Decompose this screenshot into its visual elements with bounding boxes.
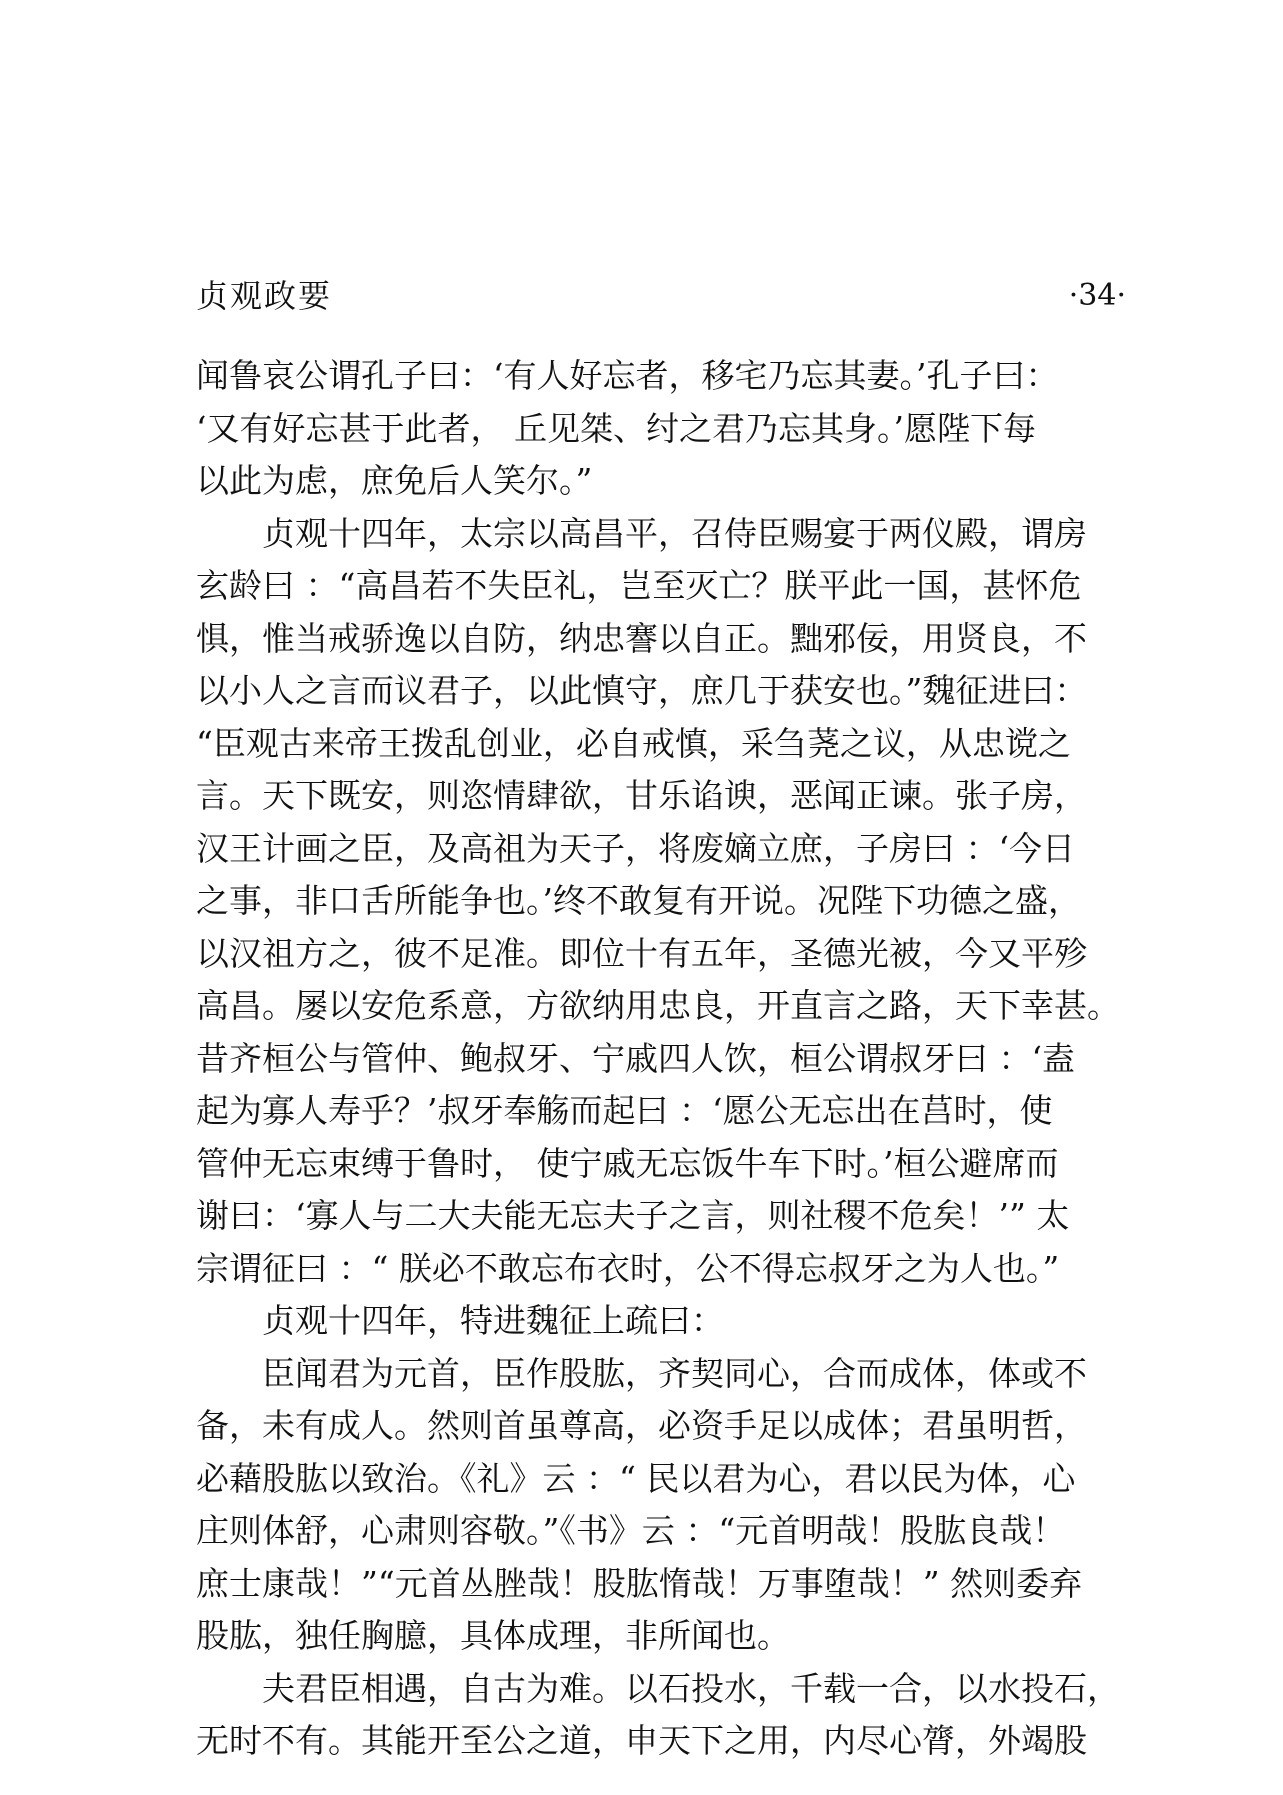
page-header [196,272,1126,320]
text-line: 贞观十四年，特进魏征上疏曰： [262,1301,724,1340]
text-line: 臣闻君为元首，臣作股肱，齐契同心，合而成体，体或不 [262,1353,1087,1393]
text-line: 宗谓征曰 ：“ 朕必不敢忘布衣时，公不得忘叔牙之为人也。” [196,1248,1060,1288]
text-line: 闻鲁哀公谓孔子曰：‘有人好忘者，移宅乃忘其妻。’孔子曰： [196,356,1059,395]
text-line: 以此为虑，庶免后人笑尔。” [196,461,593,500]
text-line: 管仲无忘束缚于鲁时， 使宁戚无忘饭牛车下时。’桓公避席而 [196,1143,1059,1183]
text-line: 玄龄曰 ：“高昌若不失臣礼，岂至灭亡？朕平此一国，甚怀危 [196,566,1082,605]
page-number: ·34· [1068,278,1126,313]
text-line: 必藉股肱以致治。《礼》云 ：“ 民以君为心，君以民为体，心 [196,1458,1076,1498]
book-title: 贞观政要 [196,277,333,315]
text-line: 庶士康哉！”“元首丛脞哉！股肱惰哉！万事堕哉！” 然则委弃 [196,1563,1083,1603]
text-line: 股肱，独任胸臆，具体成理，非所闻也。 [196,1616,790,1655]
text-line: 以汉祖方之，彼不足准。即位十有五年，圣德光被，今又平殄 [196,933,1087,973]
text-line: 备，未有成人。然则首虽尊高，必资手足以成体；君虽明哲， [196,1406,1087,1445]
text-line: ‘又有好忘甚于此者， 丘见桀、纣之君乃忘其身。’愿陛下每 [196,408,1036,448]
text-line: 庄则体舒，心肃则容敬。”《书》云 ：“元首明哉！股肱良哉！ [196,1511,1066,1550]
text-line: 昔齐桓公与管仲、鲍叔牙、宁戚四人饮，桓公谓叔牙曰 ：‘盍 [196,1038,1075,1078]
text-line: 以小人之言而议君子，以此慎守，庶几于获安也。”魏征进曰： [196,671,1088,710]
text-line: 谢曰：‘寡人与二大夫能无忘夫子之言，则社稷不危矣！’” 太 [196,1196,1070,1235]
text-line: “臣观古来帝王拨乱创业，必自戒慎，采刍荛之议，从忠谠之 [196,723,1071,763]
text-line: 之事，非口舌所能争也。’终不敢复有开说。况陛下功德之盛， [196,881,1081,920]
text-line: 夫君臣相遇，自古为难。以石投水，千载一合，以水投石， [262,1668,1120,1708]
text-line: 起为寡人寿乎？’叔牙奉觞而起曰 ：‘愿公无忘出在莒时，使 [196,1091,1053,1130]
text-line: 惧，惟当戒骄逸以自防，纳忠謇以自正。黜邪佞，用贤良，不 [196,618,1087,658]
text-line: 汉王计画之臣，及高祖为天子，将废嫡立庶，子房曰 ：‘今日 [196,828,1075,868]
text-body [196,350,1126,1768]
text-line: 言。天下既安，则恣情肆欲，甘乐谄谀，恶闻正谏。张子房， [196,776,1087,815]
text-line: 高昌。屡以安危系意，方欲纳用忠良，开直言之路，天下幸甚。 [196,986,1120,1025]
text-line: 贞观十四年，太宗以高昌平，召侍臣赐宴于两仪殿，谓房 [262,513,1087,553]
text-line: 无时不有。其能开至公之道，申天下之用，内尽心膂，外竭股 [196,1721,1087,1760]
